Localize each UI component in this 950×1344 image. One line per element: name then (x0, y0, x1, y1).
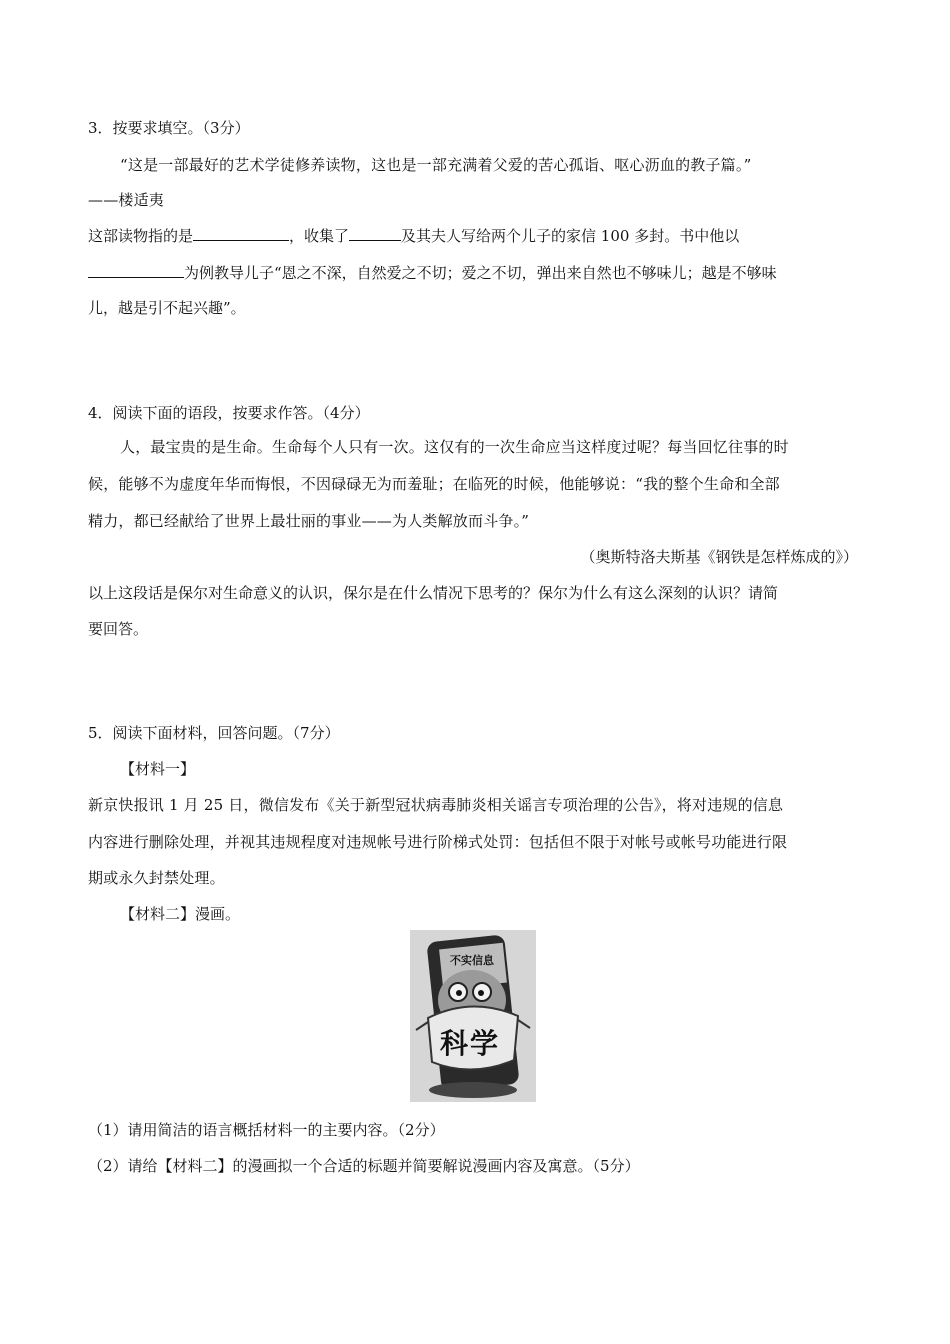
q5-material1-label: 【材料一】 (120, 760, 196, 778)
q3-line2 (88, 262, 777, 283)
cartoon-mask-text: 科学 (440, 1027, 501, 1060)
q4-passage-line3: 精力，都已经献给了世界上最壮丽的事业——为人类解放而斗争。” (88, 512, 530, 530)
q5-subquestion-2: （2）请给【材料二】的漫画拟一个合适的标题并简要解说漫画内容及寓意。（5分） (88, 1157, 640, 1175)
q3-line2-text: 为例教导儿子“恩之不深，自然爱之不切；爱之不切，弹出来自然也不够味儿；越是不够味 (184, 264, 777, 282)
q3-blank-author[interactable] (349, 225, 401, 241)
q3-quote: “这是一部最好的艺术学徒修养读物，这也是一部充满着父爱的苦心孤诣、呕心沥血的教子篇。” (120, 156, 752, 174)
q4-question-line1: 以上这段话是保尔对生命意义的认识，保尔是在什么情况下思考的？保尔为什么有这么深刻的认识？请简 (88, 584, 779, 602)
q5-title: 5．阅读下面材料，回答问题。（7分） (88, 724, 340, 742)
q3-title: 3．按要求填空。（3分） (88, 119, 250, 137)
q3-line3: 儿，越是引不起兴趣”。 (88, 299, 246, 317)
q3-author: ——楼适夷 (88, 191, 165, 209)
q3-blank-book[interactable] (193, 225, 289, 241)
q4-source: （奥斯特洛夫斯基《钢铁是怎样炼成的》） (580, 548, 858, 566)
q3-line1 (88, 225, 739, 246)
cartoon-sign-text: 不实信息 (450, 954, 494, 967)
q4-passage-line2: 候，能够不为虚度年华而悔恨，不因碌碌无为而羞耻；在临死的时候，他能够说：“我的整个生命和全部 (88, 475, 780, 493)
q3-blank-example[interactable] (88, 262, 184, 278)
q3-line1-a: 这部读物指的是 (88, 227, 194, 245)
q5-material1-line1: 新京快报讯 1 月 25 日，微信发布《关于新型冠状病毒肺炎相关谣言专项治理的公告》，将对违规的信息 (88, 796, 784, 814)
cartoon-image (410, 930, 536, 1102)
q3-line1-b: ，收集了 (289, 227, 350, 245)
q3-line1-c: 及其夫人写给两个儿子的家信 100 多封。书中他以 (401, 227, 740, 245)
q5-material2-label: 【材料二】漫画。 (120, 905, 241, 923)
q4-question-line2: 要回答。 (88, 620, 149, 638)
q4-title: 4．阅读下面的语段，按要求作答。（4分） (88, 404, 370, 422)
q4-passage-line1: 人，最宝贵的是生命。生命每个人只有一次。这仅有的一次生命应当这样度过呢？每当回忆往事的时 (120, 438, 789, 456)
q5-subquestion-1: （1）请用简洁的语言概括材料一的主要内容。（2分） (88, 1121, 445, 1139)
q5-material1-line2: 内容进行删除处理，并视其违规程度对违规帐号进行阶梯式处罚：包括但不限于对帐号或帐号功能进行限 (88, 833, 788, 851)
q5-material1-line3: 期或永久封禁处理。 (88, 869, 225, 887)
